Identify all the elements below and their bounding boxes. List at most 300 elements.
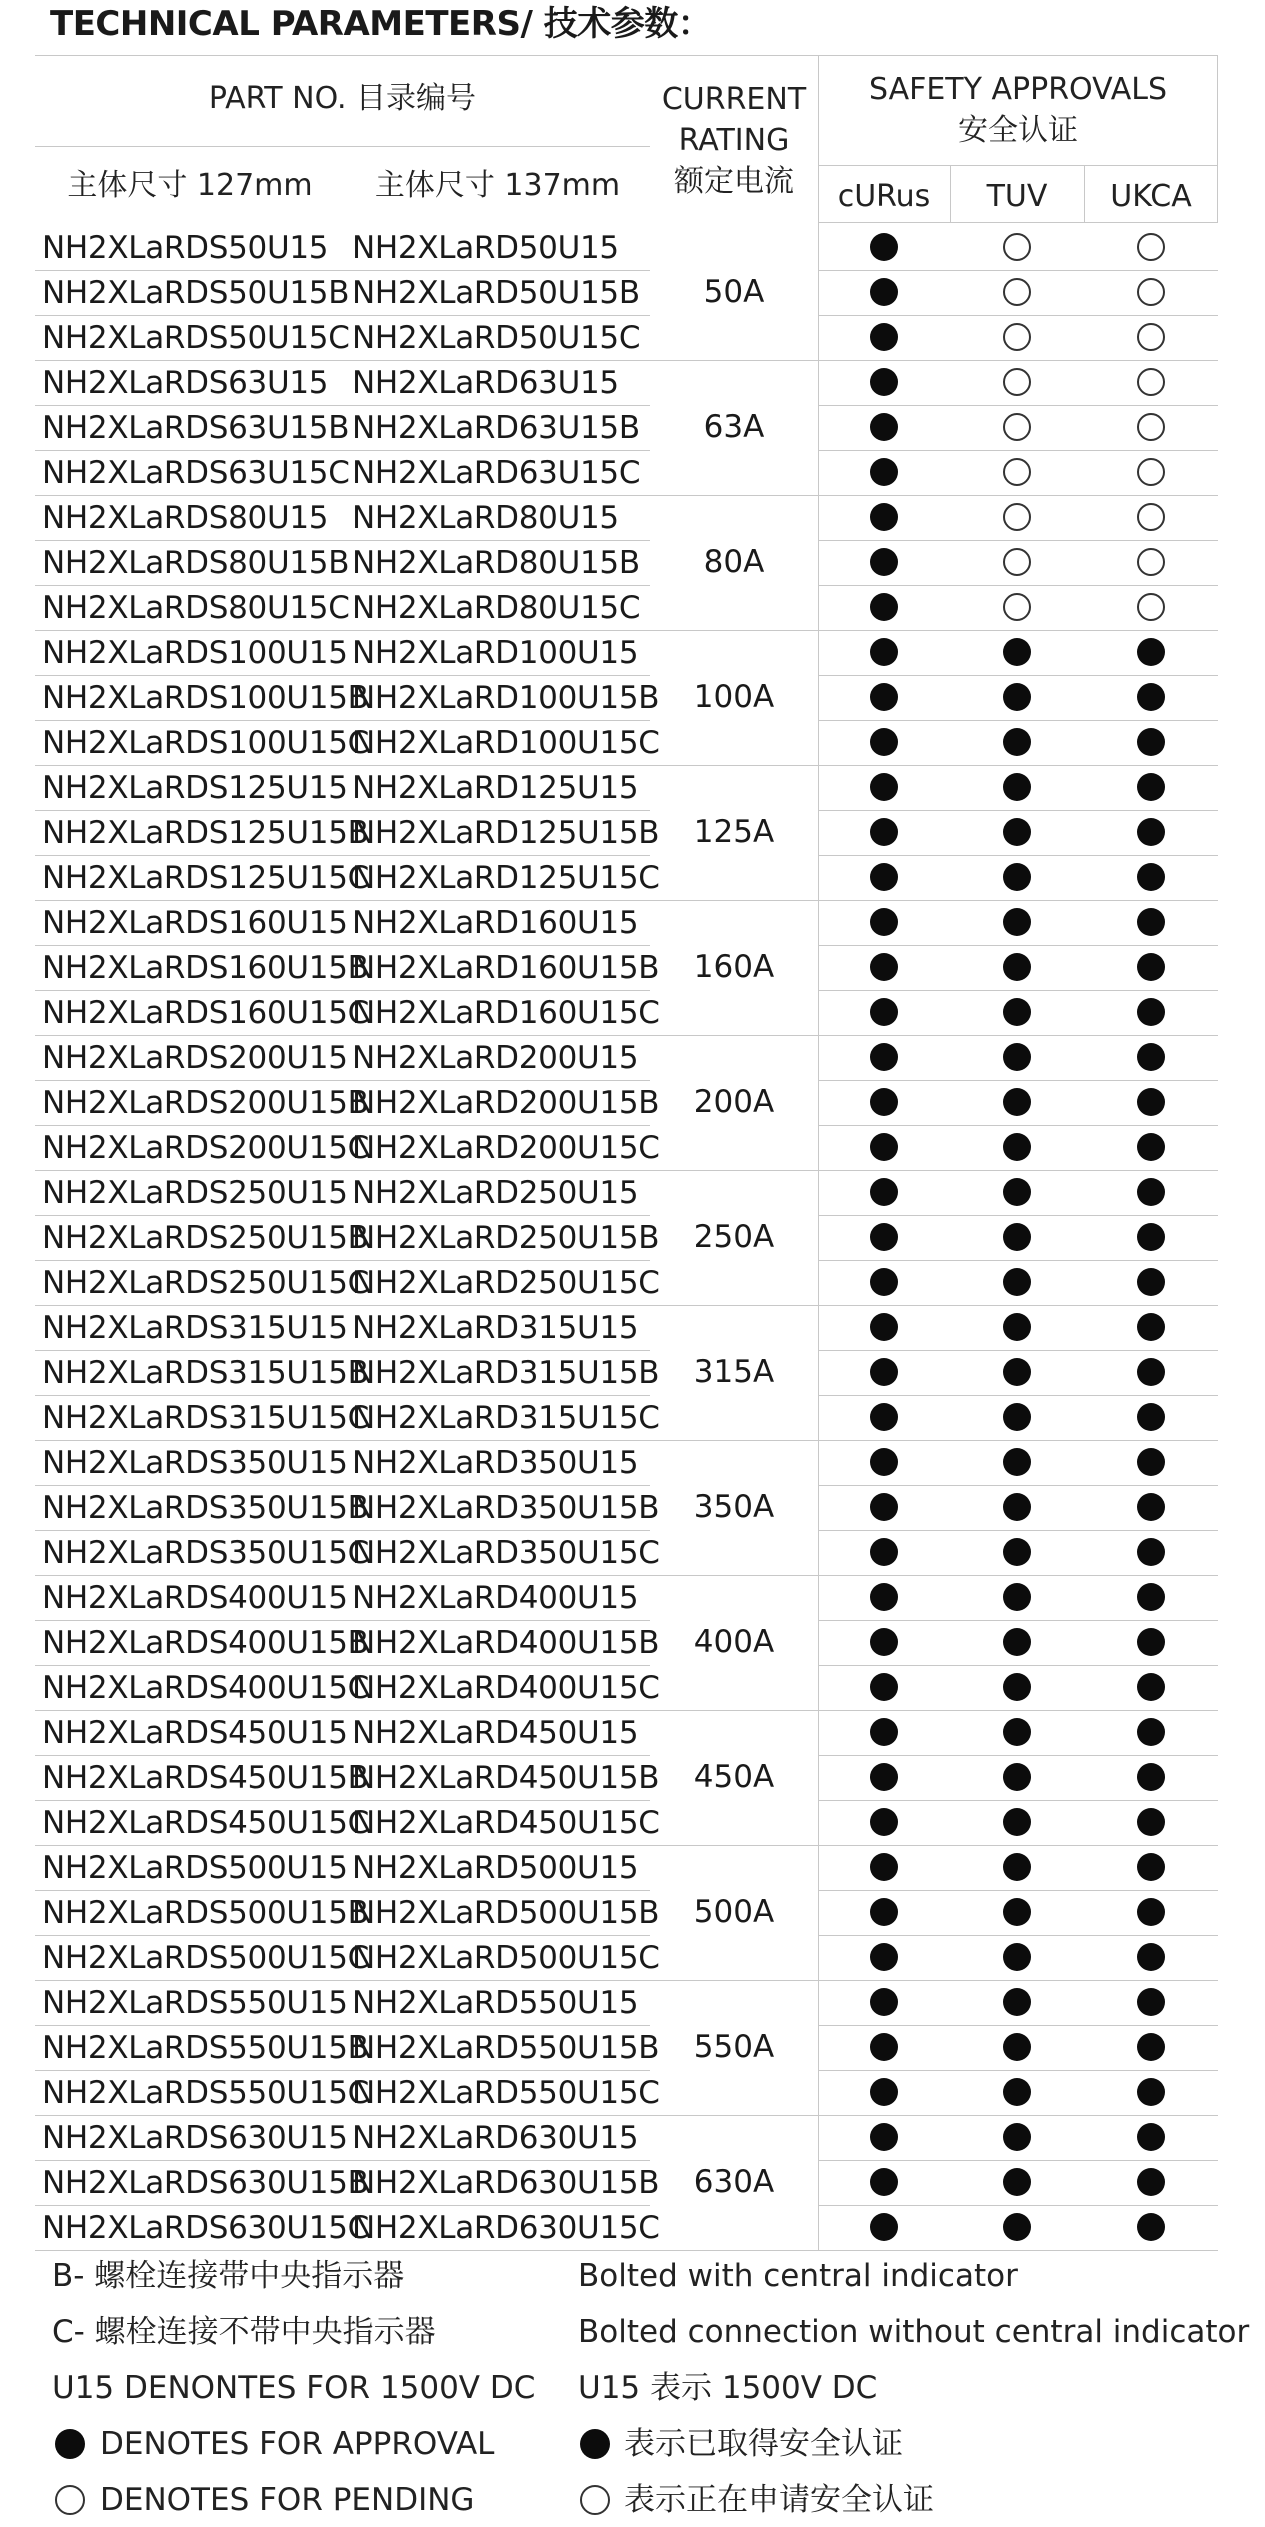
part-no-137-cell: NH2XLaRD315U15C xyxy=(352,1400,660,1436)
row-divider xyxy=(818,1620,1218,1621)
part-no-127-cell: NH2XLaRDS450U15B xyxy=(42,1760,369,1796)
approved-dot-icon xyxy=(870,368,898,396)
approved-dot-icon xyxy=(1137,1088,1165,1116)
current-rating-header-line1: CURRENT xyxy=(661,82,807,117)
part-no-127-cell: NH2XLaRDS550U15 xyxy=(42,1985,348,2021)
approved-dot-icon xyxy=(1137,1403,1165,1431)
legend-pending-cn: 表示正在申请安全认证 xyxy=(624,2482,934,2518)
approved-dot-icon xyxy=(870,2168,898,2196)
row-divider xyxy=(818,2070,1218,2071)
part-no-127-cell: NH2XLaRDS100U15 xyxy=(42,635,348,671)
row-divider xyxy=(818,1305,1218,1306)
current-rating-cell: 630A xyxy=(693,2164,775,2200)
approved-dot-icon xyxy=(1003,683,1031,711)
current-rating-cell: 400A xyxy=(693,1624,775,1660)
approved-dot-icon xyxy=(1137,1133,1165,1161)
row-divider xyxy=(818,810,1218,811)
approved-dot-icon xyxy=(1003,908,1031,936)
approved-dot-icon xyxy=(1137,863,1165,891)
approved-dot-icon xyxy=(870,323,898,351)
current-rating-cell: 550A xyxy=(693,2029,775,2065)
row-divider xyxy=(818,360,1218,361)
approved-dot-icon xyxy=(1003,638,1031,666)
approved-dot-icon xyxy=(870,2033,898,2061)
current-rating-cell: 63A xyxy=(703,409,765,445)
approved-dot-icon xyxy=(1003,1853,1031,1881)
pending-dot-icon xyxy=(1003,233,1031,261)
approved-dot-icon xyxy=(870,1088,898,1116)
part-no-137-cell: NH2XLaRD50U15B xyxy=(352,275,640,311)
part-no-137-cell: NH2XLaRD50U15 xyxy=(352,230,619,266)
approved-dot-icon xyxy=(870,953,898,981)
part-no-137-cell: NH2XLaRD250U15C xyxy=(352,1265,660,1301)
pending-dot-icon xyxy=(1003,368,1031,396)
pending-dot-icon xyxy=(1003,548,1031,576)
part-no-137-cell: NH2XLaRD250U15B xyxy=(352,1220,660,1256)
part-no-127-cell: NH2XLaRDS550U15C xyxy=(42,2075,369,2111)
approved-dot-icon xyxy=(870,2213,898,2241)
pending-dot-icon xyxy=(1137,278,1165,306)
part-no-137-cell: NH2XLaRD250U15 xyxy=(352,1175,639,1211)
approved-dot-icon xyxy=(1003,1943,1031,1971)
approved-dot-icon xyxy=(580,2429,610,2459)
approved-dot-icon xyxy=(870,998,898,1026)
approved-dot-icon xyxy=(870,773,898,801)
row-divider xyxy=(35,2250,818,2251)
pending-dot-icon xyxy=(1137,503,1165,531)
approved-dot-icon xyxy=(1003,953,1031,981)
approved-dot-icon xyxy=(1137,1808,1165,1836)
part-no-137-cell: NH2XLaRD125U15B xyxy=(352,815,660,851)
row-divider xyxy=(818,2025,1218,2026)
approved-dot-icon xyxy=(870,818,898,846)
part-no-127-cell: NH2XLaRDS500U15C xyxy=(42,1940,369,1976)
approved-dot-icon xyxy=(1137,1898,1165,1926)
approved-dot-icon xyxy=(1137,1538,1165,1566)
row-divider xyxy=(818,1845,1218,1846)
part-no-137-cell: NH2XLaRD500U15B xyxy=(352,1895,660,1931)
approved-dot-icon xyxy=(870,1313,898,1341)
row-divider xyxy=(818,1890,1218,1891)
part-no-127-cell: NH2XLaRDS100U15B xyxy=(42,680,369,716)
row-divider xyxy=(818,630,1218,631)
current-rating-cell: 250A xyxy=(693,1219,775,1255)
page-title: TECHNICAL PARAMETERS/ 技术参数： xyxy=(50,4,712,44)
row-divider xyxy=(818,2250,1218,2251)
row-divider xyxy=(818,1800,1218,1801)
row-divider xyxy=(818,1215,1218,1216)
approved-dot-icon xyxy=(1003,2168,1031,2196)
part-no-137-cell: NH2XLaRD350U15B xyxy=(352,1490,660,1526)
approved-dot-icon xyxy=(870,1808,898,1836)
part-no-137-cell: NH2XLaRD160U15 xyxy=(352,905,639,941)
pending-dot-icon xyxy=(55,2485,85,2515)
row-divider xyxy=(818,2160,1218,2161)
approved-dot-icon xyxy=(1003,1628,1031,1656)
part-no-127-cell: NH2XLaRDS63U15 xyxy=(42,365,329,401)
approved-dot-icon xyxy=(1137,2123,1165,2151)
part-no-127-cell: NH2XLaRDS400U15C xyxy=(42,1670,369,1706)
approved-dot-icon xyxy=(870,1763,898,1791)
part-no-127-cell: NH2XLaRDS63U15B xyxy=(42,410,350,446)
row-divider xyxy=(818,1530,1218,1531)
safety-approvals-header: SAFETY APPROVALS xyxy=(868,72,1168,107)
part-no-137-cell: NH2XLaRD80U15B xyxy=(352,545,640,581)
part-no-127-cell: NH2XLaRDS315U15B xyxy=(42,1355,369,1391)
pending-dot-icon xyxy=(1137,368,1165,396)
approved-dot-icon xyxy=(1137,908,1165,936)
approved-dot-icon xyxy=(1003,1358,1031,1386)
approved-dot-icon xyxy=(870,2078,898,2106)
legend-approved-cn: 表示已取得安全认证 xyxy=(624,2426,903,2462)
approved-dot-icon xyxy=(1003,1223,1031,1251)
part-no-127-cell: NH2XLaRDS250U15 xyxy=(42,1175,348,1211)
row-divider xyxy=(818,540,1218,541)
part-no-127-cell: NH2XLaRDS400U15 xyxy=(42,1580,348,1616)
part-no-127-cell: NH2XLaRDS160U15B xyxy=(42,950,369,986)
current-rating-cell: 160A xyxy=(693,949,775,985)
approved-dot-icon xyxy=(1003,1493,1031,1521)
approved-dot-icon xyxy=(1137,818,1165,846)
legend-pending-en: DENOTES FOR PENDING xyxy=(100,2482,475,2518)
approved-dot-icon xyxy=(870,1358,898,1386)
current-rating-cell: 350A xyxy=(693,1489,775,1525)
pending-dot-icon xyxy=(1137,593,1165,621)
part-no-127-cell: NH2XLaRDS400U15B xyxy=(42,1625,369,1661)
part-no-137-cell: NH2XLaRD450U15B xyxy=(352,1760,660,1796)
part-no-127-cell: NH2XLaRDS125U15C xyxy=(42,860,369,896)
header-mid-rule xyxy=(35,146,650,147)
approved-dot-icon xyxy=(870,908,898,936)
row-divider xyxy=(818,765,1218,766)
row-divider xyxy=(818,405,1218,406)
approved-dot-icon xyxy=(870,1403,898,1431)
approved-dot-icon xyxy=(1003,1088,1031,1116)
approved-dot-icon xyxy=(870,1043,898,1071)
row-divider xyxy=(818,2115,1218,2116)
part-no-137-cell: NH2XLaRD315U15B xyxy=(352,1355,660,1391)
note-c-cn: C- 螺栓连接不带中央指示器 xyxy=(52,2314,436,2350)
part-no-127-cell: NH2XLaRDS315U15 xyxy=(42,1310,348,1346)
row-divider xyxy=(818,1980,1218,1981)
approved-dot-icon xyxy=(1003,1178,1031,1206)
approved-dot-icon xyxy=(1003,1133,1031,1161)
approved-dot-icon xyxy=(1003,1403,1031,1431)
approved-dot-icon xyxy=(1137,1763,1165,1791)
approved-dot-icon xyxy=(1137,998,1165,1026)
part-no-127-cell: NH2XLaRDS550U15B xyxy=(42,2030,369,2066)
approved-dot-icon xyxy=(1003,2213,1031,2241)
part-no-137-cell: NH2XLaRD630U15 xyxy=(352,2120,639,2156)
pending-dot-icon xyxy=(1003,593,1031,621)
row-divider xyxy=(818,1260,1218,1261)
part-no-127-cell: NH2XLaRDS630U15B xyxy=(42,2165,369,2201)
size-127-header: 主体尺寸 127mm xyxy=(67,168,313,203)
approved-dot-icon xyxy=(870,1673,898,1701)
header-top-rule xyxy=(35,55,1218,56)
row-divider xyxy=(818,270,1218,271)
note-u15-cn: U15 表示 1500V DC xyxy=(578,2370,878,2406)
note-b-cn: B- 螺栓连接带中央指示器 xyxy=(52,2258,405,2294)
row-divider xyxy=(818,900,1218,901)
approved-dot-icon xyxy=(1137,1853,1165,1881)
part-no-137-cell: NH2XLaRD550U15 xyxy=(352,1985,639,2021)
tuv-header: TUV xyxy=(986,179,1048,214)
row-divider xyxy=(818,1575,1218,1576)
approved-dot-icon xyxy=(1137,1718,1165,1746)
row-divider xyxy=(818,1935,1218,1936)
approved-dot-icon xyxy=(1137,1628,1165,1656)
part-no-137-cell: NH2XLaRD100U15C xyxy=(352,725,660,761)
row-divider xyxy=(818,450,1218,451)
part-no-127-cell: NH2XLaRDS250U15C xyxy=(42,1265,369,1301)
approved-dot-icon xyxy=(870,683,898,711)
pending-dot-icon xyxy=(1137,458,1165,486)
pending-dot-icon xyxy=(1003,503,1031,531)
approved-dot-icon xyxy=(1137,1448,1165,1476)
part-no-127-cell: NH2XLaRDS160U15 xyxy=(42,905,348,941)
part-no-127-cell: NH2XLaRDS125U15B xyxy=(42,815,369,851)
part-no-137-cell: NH2XLaRD200U15B xyxy=(352,1085,660,1121)
row-divider xyxy=(818,855,1218,856)
part-no-137-cell: NH2XLaRD80U15 xyxy=(352,500,619,536)
size-137-header: 主体尺寸 137mm xyxy=(374,168,621,203)
approved-dot-icon xyxy=(1137,1943,1165,1971)
approved-dot-icon xyxy=(870,593,898,621)
row-divider xyxy=(818,1170,1218,1171)
row-divider xyxy=(818,1080,1218,1081)
part-no-137-cell: NH2XLaRD160U15C xyxy=(352,995,660,1031)
current-rating-cell: 125A xyxy=(693,814,775,850)
approved-dot-icon xyxy=(870,413,898,441)
current-rating-cell: 80A xyxy=(703,544,765,580)
approved-dot-icon xyxy=(1003,2033,1031,2061)
part-no-137-cell: NH2XLaRD550U15B xyxy=(352,2030,660,2066)
row-divider xyxy=(818,1485,1218,1486)
approved-dot-icon xyxy=(1137,683,1165,711)
part-no-137-cell: NH2XLaRD125U15C xyxy=(352,860,660,896)
approved-dot-icon xyxy=(870,1718,898,1746)
part-no-137-cell: NH2XLaRD400U15B xyxy=(352,1625,660,1661)
row-divider xyxy=(818,1665,1218,1666)
approved-dot-icon xyxy=(870,863,898,891)
approved-dot-icon xyxy=(1003,1718,1031,1746)
approved-dot-icon xyxy=(1137,1583,1165,1611)
approved-dot-icon xyxy=(1137,773,1165,801)
current-rating-cell: 200A xyxy=(693,1084,775,1120)
row-divider xyxy=(818,1350,1218,1351)
part-no-137-cell: NH2XLaRD630U15C xyxy=(352,2210,660,2246)
row-divider xyxy=(818,1710,1218,1711)
part-no-127-cell: NH2XLaRDS50U15C xyxy=(42,320,350,356)
approved-dot-icon xyxy=(1003,1988,1031,2016)
approved-dot-icon xyxy=(1003,1313,1031,1341)
approved-dot-icon xyxy=(870,1853,898,1881)
part-no-137-cell: NH2XLaRD500U15 xyxy=(352,1850,639,1886)
part-no-127-cell: NH2XLaRDS50U15B xyxy=(42,275,350,311)
part-no-137-cell: NH2XLaRD100U15B xyxy=(352,680,660,716)
approved-dot-icon xyxy=(1003,1538,1031,1566)
part-no-137-cell: NH2XLaRD500U15C xyxy=(352,1940,660,1976)
part-no-127-cell: NH2XLaRDS350U15 xyxy=(42,1445,348,1481)
approved-dot-icon xyxy=(870,2123,898,2151)
part-no-127-cell: NH2XLaRDS630U15 xyxy=(42,2120,348,2156)
approved-dot-icon xyxy=(1003,998,1031,1026)
part-no-137-cell: NH2XLaRD630U15B xyxy=(352,2165,660,2201)
note-b-en: Bolted with central indicator xyxy=(578,2258,1018,2294)
approved-dot-icon xyxy=(870,278,898,306)
approved-dot-icon xyxy=(1003,1448,1031,1476)
approved-dot-icon xyxy=(870,548,898,576)
approved-dot-icon xyxy=(1003,818,1031,846)
pending-dot-icon xyxy=(1003,323,1031,351)
safety-left-rule xyxy=(818,55,819,2250)
approved-dot-icon xyxy=(870,1583,898,1611)
pending-dot-icon xyxy=(1137,413,1165,441)
row-divider xyxy=(818,675,1218,676)
approved-dot-icon xyxy=(1137,953,1165,981)
pending-dot-icon xyxy=(1003,278,1031,306)
current-rating-header-line3: 额定电流 xyxy=(674,164,794,199)
approved-dot-icon xyxy=(1137,1043,1165,1071)
part-no-127-cell: NH2XLaRDS450U15 xyxy=(42,1715,348,1751)
approved-dot-icon xyxy=(1137,2213,1165,2241)
part-no-137-cell: NH2XLaRD125U15 xyxy=(352,770,639,806)
approved-dot-icon xyxy=(870,1178,898,1206)
part-no-127-cell: NH2XLaRDS80U15B xyxy=(42,545,350,581)
approved-dot-icon xyxy=(870,728,898,756)
row-divider xyxy=(818,1395,1218,1396)
approved-dot-icon xyxy=(1137,1223,1165,1251)
part-no-127-cell: NH2XLaRDS63U15C xyxy=(42,455,350,491)
approved-dot-icon xyxy=(1003,2123,1031,2151)
row-divider xyxy=(818,990,1218,991)
approved-dot-icon xyxy=(870,1988,898,2016)
current-rating-cell: 50A xyxy=(703,274,765,310)
part-no-127-cell: NH2XLaRDS200U15 xyxy=(42,1040,348,1076)
approved-dot-icon xyxy=(870,1538,898,1566)
part-no-127-cell: NH2XLaRDS500U15 xyxy=(42,1850,348,1886)
approved-dot-icon xyxy=(1003,1808,1031,1836)
part-no-127-cell: NH2XLaRDS450U15C xyxy=(42,1805,369,1841)
part-no-137-cell: NH2XLaRD400U15C xyxy=(352,1670,660,1706)
row-divider xyxy=(818,585,1218,586)
approved-dot-icon xyxy=(870,1268,898,1296)
safety-mid-rule xyxy=(818,165,1218,166)
approved-dot-icon xyxy=(870,503,898,531)
pending-dot-icon xyxy=(1137,323,1165,351)
header-bottom-rule xyxy=(818,222,1218,223)
row-divider xyxy=(818,315,1218,316)
approved-dot-icon xyxy=(1003,863,1031,891)
current-rating-cell: 450A xyxy=(693,1759,775,1795)
approved-dot-icon xyxy=(870,638,898,666)
part-no-127-cell: NH2XLaRDS350U15B xyxy=(42,1490,369,1526)
approved-dot-icon xyxy=(1137,728,1165,756)
part-no-137-cell: NH2XLaRD450U15C xyxy=(352,1805,660,1841)
pending-dot-icon xyxy=(1137,548,1165,576)
approved-dot-icon xyxy=(1003,1763,1031,1791)
part-no-137-cell: NH2XLaRD160U15B xyxy=(352,950,660,986)
approved-dot-icon xyxy=(1137,2078,1165,2106)
part-no-137-cell: NH2XLaRD100U15 xyxy=(352,635,639,671)
part-no-137-cell: NH2XLaRD50U15C xyxy=(352,320,641,356)
approved-dot-icon xyxy=(1003,1043,1031,1071)
approved-dot-icon xyxy=(1003,1673,1031,1701)
part-no-137-cell: NH2XLaRD63U15 xyxy=(352,365,619,401)
part-no-137-cell: NH2XLaRD63U15C xyxy=(352,455,641,491)
row-divider xyxy=(818,2205,1218,2206)
safety-approvals-header-cn: 安全认证 xyxy=(958,113,1078,148)
approved-dot-icon xyxy=(1137,638,1165,666)
approved-dot-icon xyxy=(1137,1313,1165,1341)
current-rating-cell: 315A xyxy=(693,1354,775,1390)
row-divider xyxy=(818,720,1218,721)
part-no-127-cell: NH2XLaRDS250U15B xyxy=(42,1220,369,1256)
current-rating-cell: 100A xyxy=(693,679,775,715)
approved-dot-icon xyxy=(870,1133,898,1161)
approved-dot-icon xyxy=(1137,1358,1165,1386)
approved-dot-icon xyxy=(1137,1493,1165,1521)
part-no-137-cell: NH2XLaRD400U15 xyxy=(352,1580,639,1616)
approved-dot-icon xyxy=(55,2429,85,2459)
approved-dot-icon xyxy=(870,1223,898,1251)
approved-dot-icon xyxy=(1003,1583,1031,1611)
ukca-header: UKCA xyxy=(1110,179,1192,214)
current-rating-cell: 500A xyxy=(693,1894,775,1930)
pending-dot-icon xyxy=(1137,233,1165,261)
part-no-137-cell: NH2XLaRD200U15 xyxy=(352,1040,639,1076)
approved-dot-icon xyxy=(1003,1898,1031,1926)
part-no-137-cell: NH2XLaRD200U15C xyxy=(352,1130,660,1166)
approved-dot-icon xyxy=(870,1898,898,1926)
pending-dot-icon xyxy=(580,2485,610,2515)
legend-approved-en: DENOTES FOR APPROVAL xyxy=(100,2426,495,2462)
approved-dot-icon xyxy=(1003,1268,1031,1296)
part-no-127-cell: NH2XLaRDS100U15C xyxy=(42,725,369,761)
approved-dot-icon xyxy=(1137,2168,1165,2196)
part-no-127-cell: NH2XLaRDS200U15B xyxy=(42,1085,369,1121)
part-no-127-cell: NH2XLaRDS200U15C xyxy=(42,1130,369,1166)
approved-dot-icon xyxy=(1137,1178,1165,1206)
part-no-127-cell: NH2XLaRDS125U15 xyxy=(42,770,348,806)
note-c-en: Bolted connection without central indicator xyxy=(578,2314,1250,2350)
approved-dot-icon xyxy=(1003,2078,1031,2106)
pending-dot-icon xyxy=(1003,413,1031,441)
curus-header: cURus xyxy=(837,179,931,214)
part-no-127-cell: NH2XLaRDS160U15C xyxy=(42,995,369,1031)
approved-dot-icon xyxy=(1003,773,1031,801)
part-no-137-cell: NH2XLaRD350U15C xyxy=(352,1535,660,1571)
approved-dot-icon xyxy=(870,233,898,261)
part-no-137-cell: NH2XLaRD80U15C xyxy=(352,590,641,626)
approved-dot-icon xyxy=(1137,1673,1165,1701)
row-divider xyxy=(818,1125,1218,1126)
pending-dot-icon xyxy=(1003,458,1031,486)
approved-dot-icon xyxy=(1137,2033,1165,2061)
part-no-137-cell: NH2XLaRD550U15C xyxy=(352,2075,660,2111)
part-no-127-cell: NH2XLaRDS350U15C xyxy=(42,1535,369,1571)
part-no-137-cell: NH2XLaRD315U15 xyxy=(352,1310,639,1346)
row-divider xyxy=(818,945,1218,946)
row-divider xyxy=(818,1035,1218,1036)
approved-dot-icon xyxy=(1137,1268,1165,1296)
part-no-137-cell: NH2XLaRD63U15B xyxy=(352,410,640,446)
part-no-127-cell: NH2XLaRDS50U15 xyxy=(42,230,329,266)
row-divider xyxy=(818,495,1218,496)
row-divider xyxy=(818,1440,1218,1441)
part-no-137-cell: NH2XLaRD450U15 xyxy=(352,1715,639,1751)
